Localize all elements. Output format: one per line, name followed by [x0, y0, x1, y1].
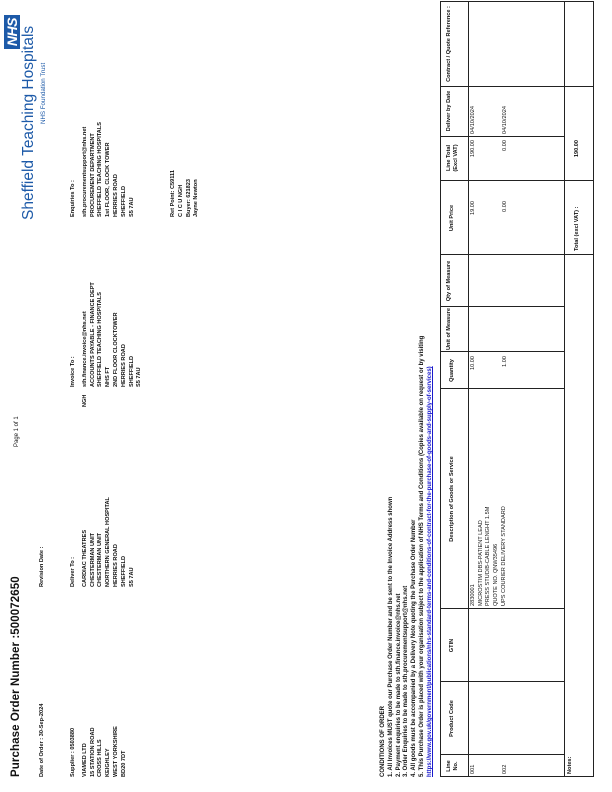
col-header-product-code: Product Code: [449, 700, 455, 737]
nhs-badge: NHS: [4, 15, 22, 49]
table-rule: [593, 1, 594, 777]
table-rule: [440, 254, 593, 255]
invoice-to-label: Invoice To :: [70, 356, 76, 387]
invoice-to-line: SHEFFIELD TEACHING HOSPITALS: [97, 292, 104, 387]
invoice-to-line: NHS FT: [105, 366, 112, 387]
row-1-deliver-by: 04/10/2024: [470, 106, 476, 134]
condition-line: 2. Payment enquiries to be made to sth.finance.invoice@nhs.net: [395, 593, 402, 777]
condition-line: 1. All Invoices MUST quote our Purchase Order Number and be sent to the Invoice Address shown: [387, 496, 394, 777]
terms-link[interactable]: https://www.gov.uk/government/publications/nhs-standard-terms-and-conditions-of-contract-for-the-purchase-of-goods-and-supply-of-services): [426, 366, 433, 777]
condition-line: 3. Order Enquiries to be made to sth.procurementsupport@nhs.net: [403, 585, 410, 777]
contact-line: Ret Point: C59111: [170, 170, 176, 217]
deliver-to-line: CHESTERMAN UNIT: [89, 532, 96, 587]
col-header-line-total: Line Total (Excl VAT): [446, 144, 459, 172]
enquiries-to-line: sth.procurementsupport@nhs.net: [81, 126, 88, 217]
enquiries-to-line: SHEFFIELD: [120, 185, 127, 217]
deliver-to-block: [70, 497, 136, 587]
total-label: Total (excl VAT) :: [574, 206, 580, 251]
table-rule: [564, 1, 565, 777]
contact-line: C I C U NGH: [177, 184, 184, 217]
revision-date: Revision Date :: [39, 546, 45, 587]
enquiries-to-line: SHEFFIELD TEACHING HOSPITALS: [97, 122, 104, 217]
row-2-unit-price: 0.00: [502, 201, 508, 212]
table-rule: [440, 681, 564, 682]
table-rule: [440, 776, 593, 777]
col-header-contract-ref: Contract / Quote Reference :: [446, 6, 452, 82]
organisation-subtitle: NHS Foundation Trust: [40, 62, 47, 124]
order-lines-table: [440, 1, 594, 777]
conditions-block: [380, 336, 435, 777]
invoice-to-line: SHEFFIELD: [128, 355, 135, 387]
notes-label: Notes:: [567, 756, 573, 774]
row-2-line-no: 002: [502, 764, 508, 774]
supplier-line: KEIGHLEY: [105, 748, 112, 777]
po-title: Purchase Order Number :500072650: [10, 576, 22, 777]
row-1-desc-line: PRESS STUD/B-CABLE LENGHT 1.5M: [485, 506, 492, 606]
condition-line: 5. This Purchase Order is placed with your organisation subject to the application of NHS Terms and Conditions (Copies available on request or by visiting: [418, 335, 425, 777]
table-rule: [440, 306, 564, 307]
row-1-desc-line: 2830001: [470, 584, 476, 606]
invoice-to-line: 2ND FLOOR CLOCKTOWER: [112, 312, 119, 387]
supplier-line: CROSS HILLS: [97, 739, 104, 777]
row-1-unit-price: 19.00: [470, 201, 476, 215]
row-2-quantity: 1.00: [502, 356, 508, 367]
total-value: 190.00: [574, 140, 580, 158]
col-header-deliver-by: Deliver by Date: [446, 90, 452, 132]
supplier-block: [70, 726, 129, 777]
invoice-to-line: HERRIES ROAD: [120, 344, 127, 387]
col-header-qty-of-measure: Qty of Measure: [446, 260, 452, 302]
contacts-block: [170, 170, 201, 217]
table-rule: [440, 136, 564, 137]
row-2-deliver-by: 04/10/2024: [502, 106, 508, 134]
row-2-desc-line: UPS COURIER DELIVERY STANDARD: [500, 506, 507, 606]
col-header-line-no: Line No.: [446, 760, 459, 772]
supplier-label: Supplier : 0503880: [70, 727, 76, 777]
contact-line: Buyer: 621823: [185, 179, 192, 217]
enquiries-to-label: Enquiries To :: [70, 180, 76, 217]
nhs-logo: [0, 15, 56, 220]
enquiries-to-line: S5 7AU: [128, 197, 135, 217]
supplier-line: BD20 7DT: [120, 750, 127, 777]
row-1-description: [470, 506, 509, 606]
deliver-to-label: Deliver To :: [70, 556, 76, 587]
deliver-to-line: NORTHERN GENERAL HOSPITAL: [105, 497, 112, 587]
invoice-to-line: S5 7AU: [136, 367, 143, 387]
deliver-to-line: SHEFFIELD: [120, 555, 127, 587]
col-header-quantity: Quantity: [449, 359, 455, 382]
row-1-line-no: 001: [470, 764, 476, 774]
col-header-description: Description of Goods or Service: [449, 456, 455, 542]
col-header-unit-of-measure: Unit of Measure: [446, 308, 452, 350]
table-rule: [440, 608, 564, 609]
deliver-to-line: CHESTERMAN UNIT: [97, 532, 104, 587]
contact-line: Jayne Newton: [193, 179, 200, 217]
order-date: Date of Order : 30-Sep-2024: [39, 703, 45, 777]
deliver-to-line: S5 7AU: [128, 567, 135, 587]
row-2-desc-line: QUOTE NO. QNW35496: [493, 543, 500, 606]
condition-line: 4. All goods must be accompanied by a Delivery Note quoting the Purchase Order Number: [411, 519, 418, 777]
table-rule: [440, 1, 593, 2]
supplier-line: 15 STATION ROAD: [89, 727, 96, 777]
table-rule: [440, 86, 593, 87]
invoice-to-line: sth.finance.invoice@nhs.net: [81, 311, 88, 387]
row-1-line-total: 190.00: [470, 140, 476, 158]
invoice-to-line: ACCOUNTS PAYABLE - FINANCE DEPT: [89, 282, 96, 387]
table-rule: [440, 351, 564, 352]
table-rule: [468, 1, 469, 777]
enquiries-to-block: [70, 122, 136, 217]
enquiries-to-line: HERRIES ROAD: [112, 174, 119, 217]
row-2-line-total: 0.00: [502, 140, 508, 151]
row-1-desc-line: MICROSTIM DBS-PATIENT LEAD: [477, 520, 484, 606]
enquiries-to-line: 1st FLOOR, CLOCK TOWER: [105, 142, 112, 217]
conditions-heading: CONDITIONS OF ORDER: [380, 705, 386, 777]
row-1-quantity: 10.00: [470, 356, 476, 370]
page-indicator: Page 1 of 1: [14, 416, 20, 447]
invoice-to-block: [70, 282, 144, 387]
col-header-gtin: GTIN: [449, 638, 455, 653]
organisation-name: Sheffield Teaching Hospitals: [20, 25, 37, 220]
enquiries-to-line: PROCUREMENT DEPARTMENT: [89, 133, 96, 217]
supplier-line: VIAMED LTD: [81, 743, 88, 777]
col-header-unit-price: Unit Price: [449, 204, 455, 232]
deliver-to-code: NGH: [81, 394, 88, 407]
supplier-line: WEST YORKSHIRE: [112, 726, 119, 777]
table-rule: [440, 180, 593, 181]
deliver-to-line: CARDIAC THEATRES: [81, 529, 88, 587]
table-rule: [440, 1, 441, 777]
deliver-to-line: HERRIES ROAD: [112, 544, 119, 587]
